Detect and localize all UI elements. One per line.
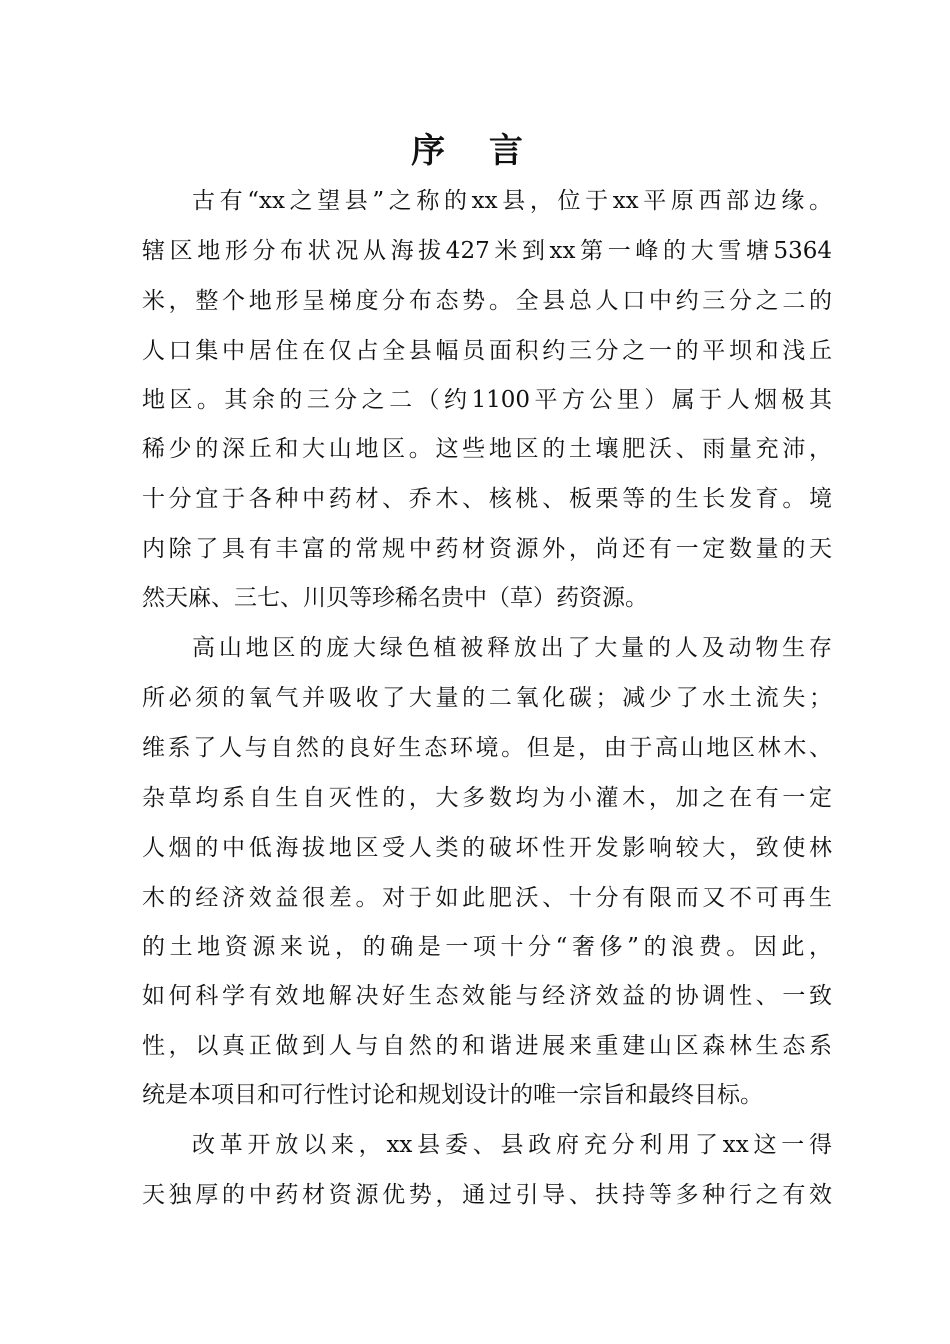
paragraph-line: 人口集中居住在仅占全县幅员面积约三分之一的平坝和浅丘 bbox=[142, 338, 832, 364]
paragraph-line: 内除了具有丰富的常规中药材资源外，尚还有一定数量的天 bbox=[142, 536, 832, 562]
paragraph-line: 高山地区的庞大绿色植被释放出了大量的人及动物生存 bbox=[192, 635, 832, 661]
paragraph-line: 木的经济效益很差。对于如此肥沃、十分有限而又不可再生 bbox=[142, 885, 832, 911]
paragraph-line: 所必须的氧气并吸收了大量的二氧化碳；减少了水土流失； bbox=[142, 685, 832, 711]
document-title: 序 言 bbox=[411, 131, 539, 171]
paragraph-line: 性，以真正做到人与自然的和谐进展来重建山区森林生态系 bbox=[142, 1033, 832, 1059]
paragraph-line: 天独厚的中药材资源优势，通过引导、扶持等多种行之有效 bbox=[142, 1182, 832, 1208]
paragraph-line: 稀少的深丘和大山地区。这些地区的土壤肥沃、雨量充沛， bbox=[142, 436, 832, 462]
paragraph-line: 然天麻、三七、川贝等珍稀名贵中（草）药资源。 bbox=[142, 585, 648, 611]
paragraph-line: 统是本项目和可行性讨论和规划设计的唯一宗旨和最终目标。 bbox=[142, 1082, 763, 1108]
paragraph-line: 杂草均系自生自灭性的，大多数均为小灌木，加之在有一定 bbox=[142, 785, 832, 811]
paragraph-line: 如何科学有效地解决好生态效能与经济效益的协调性、一致 bbox=[142, 983, 832, 1009]
paragraph-line: 维系了人与自然的良好生态环境。但是，由于高山地区林木、 bbox=[142, 735, 832, 761]
paragraph-line: 辖区地形分布状况从海拔427米到xx第一峰的大雪塘5364 bbox=[142, 238, 832, 264]
paragraph-line: 古有“xx之望县”之称的xx县，位于xx平原西部边缘。 bbox=[192, 188, 832, 214]
paragraph-line: 十分宜于各种中药材、乔木、核桃、板栗等的生长发育。境 bbox=[142, 486, 832, 512]
paragraph-line: 改革开放以来，xx县委、县政府充分利用了xx这一得 bbox=[192, 1132, 832, 1158]
paragraph-line: 人烟的中低海拔地区受人类的破坏性开发影响较大，致使林 bbox=[142, 835, 832, 861]
paragraph-line: 米，整个地形呈梯度分布态势。全县总人口中约三分之二的 bbox=[142, 288, 832, 314]
paragraph-line: 地区。其余的三分之二（约1100平方公里）属于人烟极其 bbox=[142, 387, 832, 413]
paragraph-line: 的土地资源来说，的确是一项十分“奢侈”的浪费。因此， bbox=[142, 934, 832, 960]
